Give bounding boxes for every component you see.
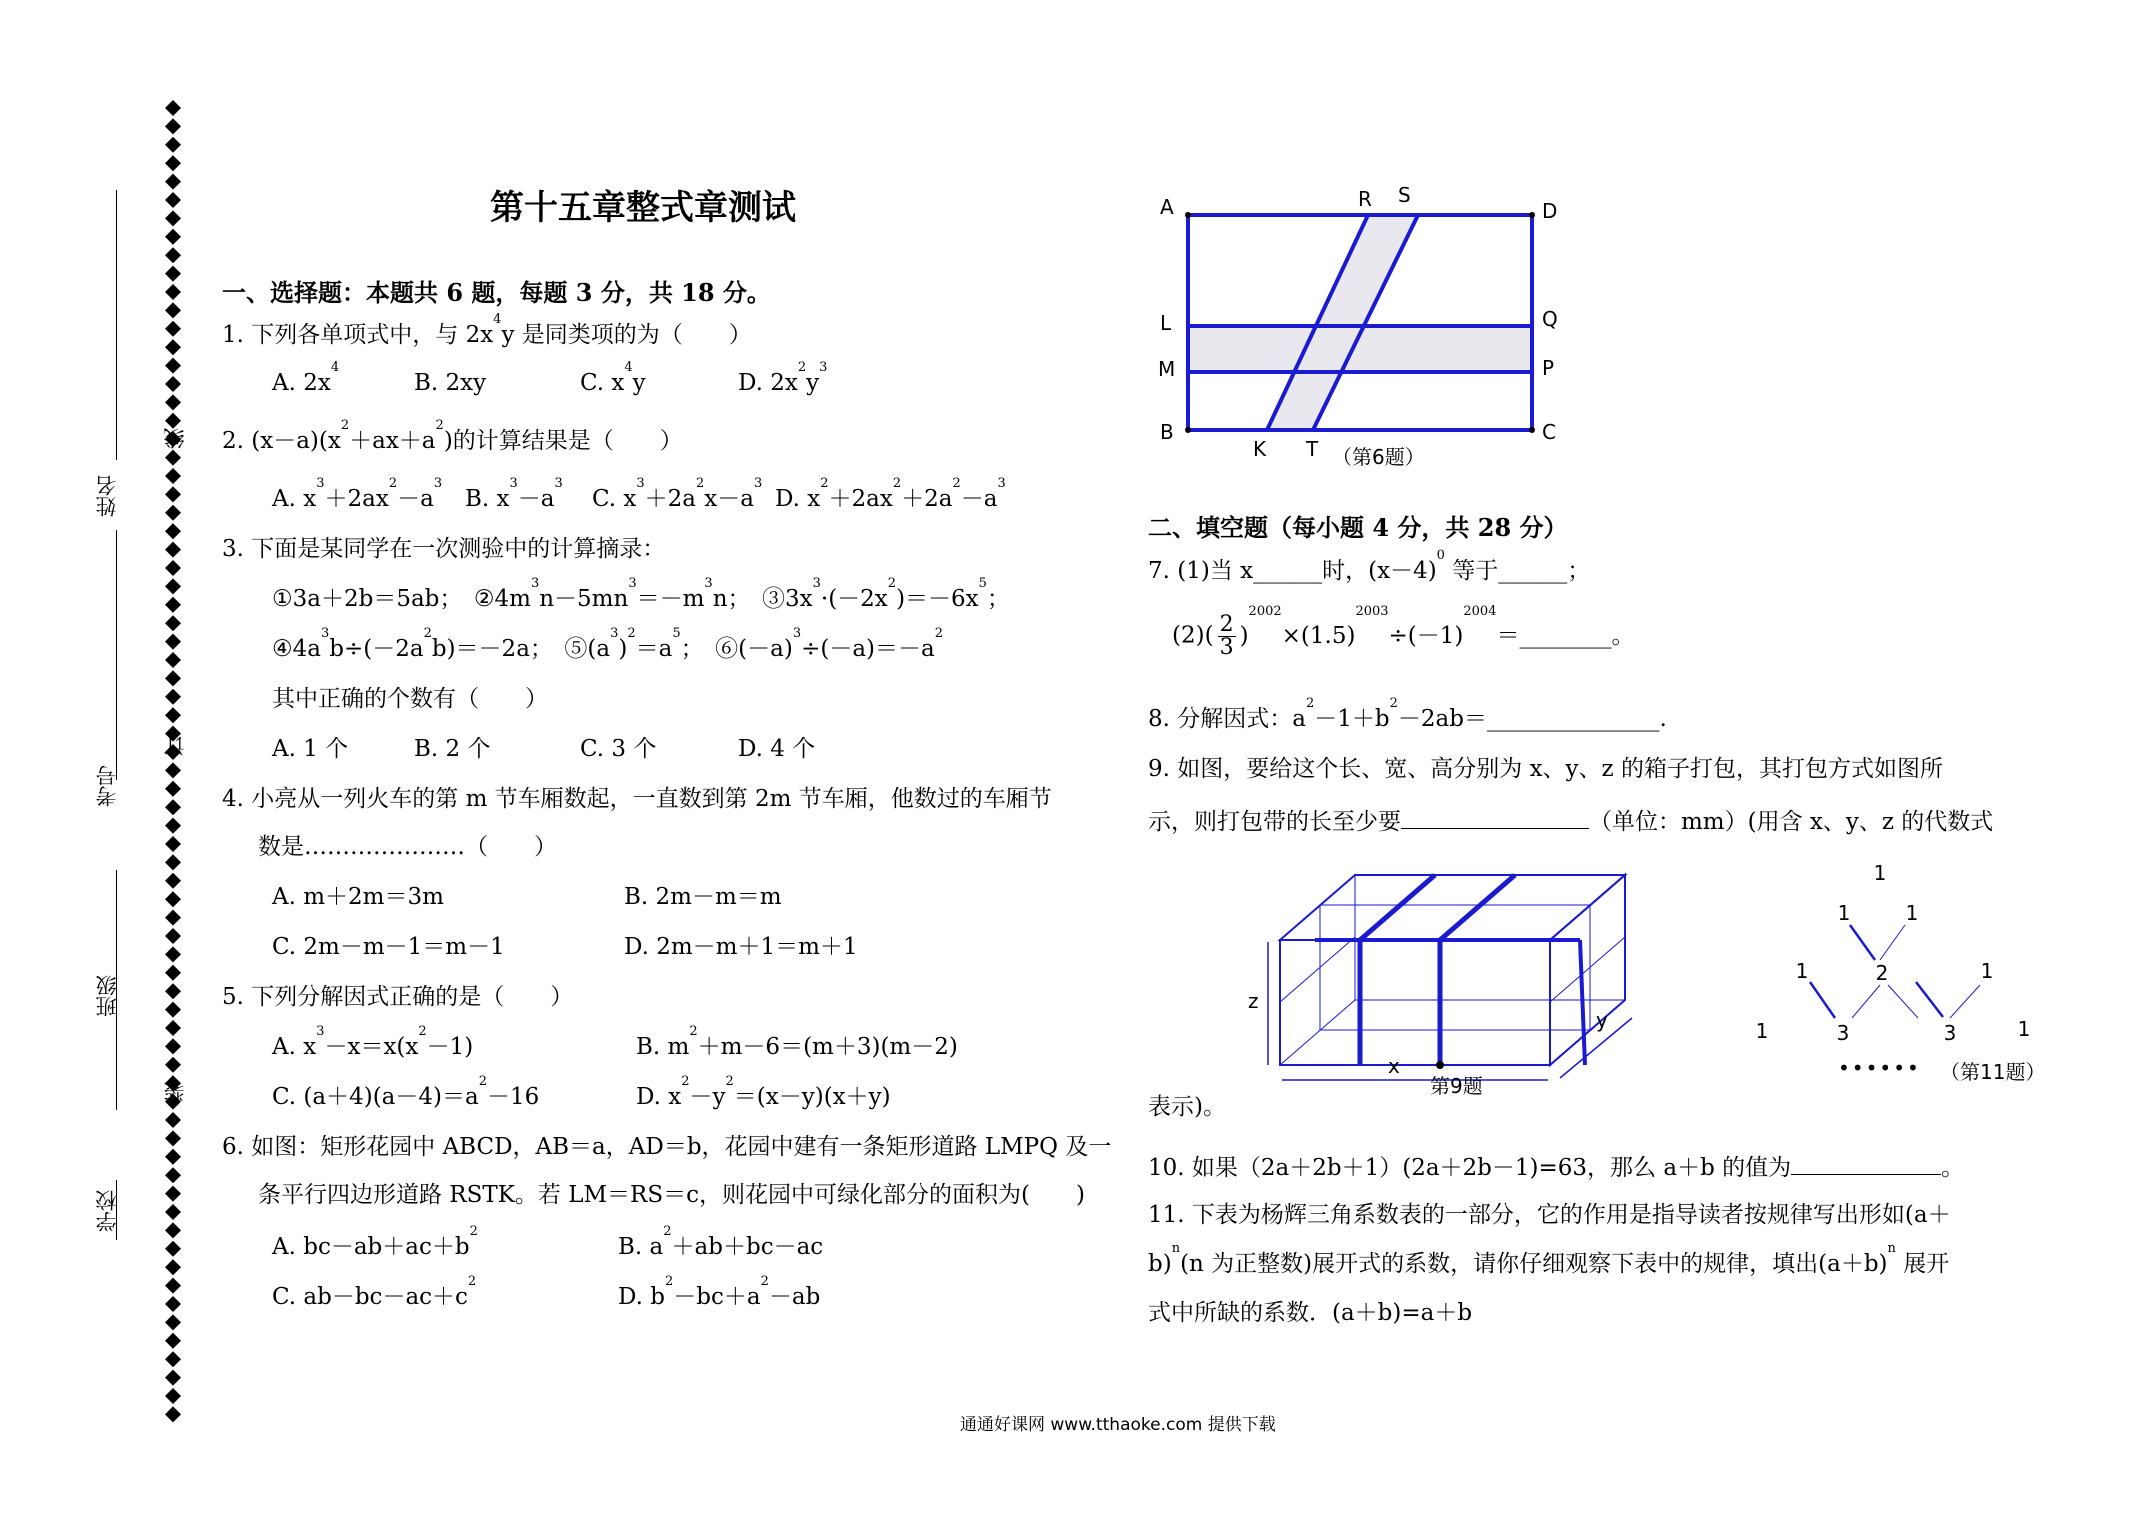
q11-line2: b)$^n$(n 为正整数)展开式的系数，请你仔细观察下表中的规律，填出$(a+b)^n$ 展开 bbox=[1148, 1241, 1950, 1277]
figure-6-caption: （第6题） bbox=[1332, 445, 1425, 469]
q4-option-D[interactable]: D. 2m－m＋1＝m＋1 bbox=[624, 934, 858, 960]
diamond-mark bbox=[165, 1038, 181, 1054]
diamond-mark bbox=[165, 983, 181, 999]
fraction-2-3: $\frac{2}{3}$ bbox=[1219, 612, 1234, 660]
label-z: z bbox=[1248, 989, 1259, 1013]
q1-stem: 1. 下列各单项式中，与 $2x^4y$ 是同类项的为（ ） bbox=[222, 312, 752, 348]
q3-line3: 其中正确的个数有（ ） bbox=[272, 686, 548, 712]
q6-option-A[interactable]: A. $bc-ab+ac+b^2$ bbox=[272, 1224, 478, 1260]
vertex-R: R bbox=[1358, 187, 1372, 211]
label-exam-no: 考号 bbox=[95, 765, 119, 807]
diamond-mark bbox=[165, 597, 181, 613]
diamond-mark bbox=[165, 1167, 181, 1183]
diamond-mark bbox=[165, 1020, 181, 1036]
figure-9-caption: 第9题 bbox=[1430, 1074, 1483, 1098]
q3-option-A[interactable]: A. 1 个 bbox=[272, 736, 349, 762]
diamond-mark bbox=[165, 873, 181, 889]
diamond-mark bbox=[165, 689, 181, 705]
diamond-mark bbox=[165, 542, 181, 558]
diamond-mark bbox=[165, 818, 181, 834]
q11-line1: 11. 下表为杨辉三角系数表的一部分，它的作用是指导读者按规律写出形如(a＋ bbox=[1148, 1202, 1951, 1228]
diamond-mark bbox=[165, 1278, 181, 1294]
q6-stem-line2: 条平行四边形道路 RSTK。若 LM＝RS＝c，则花园中可绿化部分的面积为( ) bbox=[258, 1182, 1085, 1208]
q2-option-A[interactable]: A. $x^3+2ax^2-a^3$ bbox=[272, 476, 443, 512]
q3-line1: ①3a＋2b＝5ab； $②4m^3n-5mn^3=-m^3n$； $③3x^3\cdot(-2x^2)=-6x^5$； bbox=[272, 576, 1010, 612]
diamond-mark bbox=[165, 413, 181, 429]
vertex-L: L bbox=[1160, 311, 1172, 335]
diamond-mark bbox=[165, 1204, 181, 1220]
yh-r2-2: 1 bbox=[1905, 901, 1919, 925]
vertex-D: D bbox=[1542, 199, 1558, 223]
diamond-mark bbox=[165, 965, 181, 981]
vertex-P: P bbox=[1542, 356, 1555, 380]
diamond-mark bbox=[165, 266, 181, 282]
diamond-mark bbox=[165, 1057, 181, 1073]
diamond-mark bbox=[165, 1112, 181, 1128]
diamond-mark bbox=[165, 1388, 181, 1404]
q5-option-A[interactable]: A. $x^3-x=x(x^2-1)$ bbox=[272, 1024, 474, 1060]
diamond-mark bbox=[165, 707, 181, 723]
q7-part2: (2)( $\frac{2}{3}$ )$^{2002}\times(1.5)^{2003}\div(-1)^{2004}=\_\_\_\_\_\_\_\_$。 bbox=[1172, 604, 1635, 660]
q4-option-B[interactable]: B. 2m－m＝m bbox=[624, 884, 782, 910]
diamond-mark bbox=[165, 891, 181, 907]
diamond-mark bbox=[165, 1314, 181, 1330]
diamond-mark bbox=[165, 1351, 181, 1367]
q6-option-C[interactable]: C. $ab-bc-ac+c^2$ bbox=[272, 1274, 477, 1310]
diamond-mark bbox=[165, 670, 181, 686]
binding-word-line: 线 bbox=[163, 428, 187, 449]
vertex-K: K bbox=[1253, 437, 1267, 461]
yh-r3-1: 1 bbox=[1795, 959, 1809, 983]
diamond-mark bbox=[165, 836, 181, 852]
q1-option-A[interactable]: A. $2x^4$ bbox=[272, 360, 340, 396]
diamond-mark bbox=[165, 468, 181, 484]
diamond-mark bbox=[165, 1406, 181, 1422]
diamond-mark bbox=[165, 799, 181, 815]
section2-heading: 二、填空题（每小题 4 分，共 28 分） bbox=[1148, 513, 1568, 542]
diamond-border bbox=[158, 100, 188, 1440]
q3-stem: 3. 下面是某同学在一次测验中的计算摘录： bbox=[222, 536, 666, 562]
q3-line2: $④4a^3b\div(-2a^2b)=-2a$； $⑤(a^3)^2=a^5$； $⑥(-a)^3\div(-a)=-a^2$ bbox=[272, 626, 944, 662]
vertex-S: S bbox=[1398, 183, 1411, 207]
yh-r4-3: 3 bbox=[1943, 1021, 1957, 1045]
diamond-mark bbox=[165, 358, 181, 374]
q2-option-C[interactable]: C. $x^3+2a^2x-a^3$ bbox=[592, 476, 763, 512]
figure-11 bbox=[1730, 860, 2046, 1090]
diamond-mark bbox=[165, 174, 181, 190]
diamond-mark bbox=[165, 1333, 181, 1349]
figure-9 bbox=[1240, 860, 1670, 1100]
diamond-mark bbox=[165, 1370, 181, 1386]
binding-word-staple: 订 bbox=[163, 735, 187, 756]
diamond-mark bbox=[165, 615, 181, 631]
q5-stem: 5. 下列分解因式正确的是（ ） bbox=[222, 984, 574, 1010]
diamond-mark bbox=[165, 560, 181, 576]
diamond-mark bbox=[165, 339, 181, 355]
yh-r3-2: 2 bbox=[1875, 961, 1889, 985]
q8: 8. 分解因式：$a^2-1+b^2-2ab=\_\_\_\_\_\_\_\_\_\_\_\_\_\_\_$. bbox=[1148, 696, 1667, 732]
q9-line3: 表示)。 bbox=[1148, 1094, 1226, 1120]
q4-stem-line2: 数是…………………（ ） bbox=[258, 834, 557, 860]
diamond-mark bbox=[165, 634, 181, 650]
exam-no-line bbox=[116, 530, 117, 780]
diamond-mark bbox=[165, 505, 181, 521]
label-class: 班级 bbox=[95, 975, 119, 1017]
diamond-mark bbox=[165, 192, 181, 208]
diamond-mark bbox=[165, 910, 181, 926]
section1-heading: 一、选择题：本题共 6 题，每题 3 分，共 18 分。 bbox=[222, 278, 771, 307]
diamond-mark bbox=[165, 137, 181, 153]
q7-part1: 7. (1)当 x______时，$(x-4)^0$ 等于______； bbox=[1148, 548, 1591, 584]
vertex-B: B bbox=[1160, 420, 1174, 444]
q1-option-D[interactable]: D. $2x^2y^3$ bbox=[738, 360, 828, 396]
figure-11-caption: （第11题） bbox=[1940, 1060, 2046, 1084]
q6-option-D[interactable]: D. $b^2-bc+a^2-ab$ bbox=[618, 1274, 821, 1310]
q1-option-C[interactable]: C. $x^4y$ bbox=[580, 360, 646, 396]
q3-option-D[interactable]: D. 4 个 bbox=[738, 736, 816, 762]
diamond-mark bbox=[165, 376, 181, 392]
q1-option-B[interactable]: B. 2xy bbox=[414, 370, 487, 396]
diamond-mark bbox=[165, 1222, 181, 1238]
diamond-mark bbox=[165, 578, 181, 594]
diamond-mark bbox=[165, 321, 181, 337]
footer-source: 通通好课网 www.tthaoke.com 提供下载 bbox=[960, 1415, 1276, 1435]
binding-word-bind: 装 bbox=[163, 1082, 187, 1103]
label-name: 姓名 bbox=[95, 475, 119, 517]
diamond-mark bbox=[165, 781, 181, 797]
q3-option-C[interactable]: C. 3 个 bbox=[580, 736, 657, 762]
yh-r4-1: 1 bbox=[1755, 1019, 1769, 1043]
diamond-mark bbox=[165, 450, 181, 466]
diamond-mark bbox=[165, 1241, 181, 1257]
diamond-mark bbox=[165, 652, 181, 668]
diamond-mark bbox=[165, 1002, 181, 1018]
vertex-A: A bbox=[1160, 195, 1174, 219]
diamond-mark bbox=[165, 762, 181, 778]
diamond-mark bbox=[165, 210, 181, 226]
diamond-mark bbox=[165, 284, 181, 300]
vertex-M: M bbox=[1158, 357, 1176, 381]
q4-stem: 4. 小亮从一列火车的第 m 节车厢数起，一直数到第 2m 节车厢，他数过的车厢节 bbox=[222, 786, 1052, 812]
diamond-mark bbox=[165, 155, 181, 171]
diamond-mark bbox=[165, 302, 181, 318]
yh-r4-2: 3 bbox=[1836, 1021, 1850, 1045]
diamond-mark bbox=[165, 1130, 181, 1146]
figure-6 bbox=[1150, 182, 1570, 482]
q9-line1: 9. 如图，要给这个长、宽、高分别为 x、y、z 的箱子打包，其打包方式如图所 bbox=[1148, 756, 1943, 782]
yh-r1-1: 1 bbox=[1873, 861, 1887, 885]
diamond-mark bbox=[165, 928, 181, 944]
q3-option-B[interactable]: B. 2 个 bbox=[414, 736, 491, 762]
diamond-mark bbox=[165, 854, 181, 870]
diamond-mark bbox=[165, 1149, 181, 1165]
q6-option-B[interactable]: B. $a^2+ab+bc-ac$ bbox=[618, 1224, 824, 1260]
label-x: x bbox=[1388, 1054, 1400, 1078]
q11-line3: 式中所缺的系数．(a＋b)=a＋b bbox=[1148, 1300, 1473, 1326]
q4-option-C[interactable]: C. 2m－m－1＝m－1 bbox=[272, 934, 505, 960]
q5-option-C[interactable]: C. $(a+4)(a-4)=a^2-16$ bbox=[272, 1074, 540, 1110]
q5-option-B[interactable]: B. $m^2+m-6=(m+3)(m-2)$ bbox=[636, 1024, 958, 1060]
diamond-mark bbox=[165, 1259, 181, 1275]
yh-r2-1: 1 bbox=[1837, 901, 1851, 925]
q10-answer-blank[interactable] bbox=[1791, 1152, 1941, 1175]
yh-r3-3: 1 bbox=[1980, 959, 1994, 983]
q2-option-B[interactable]: B. $x^3-a^3$ bbox=[465, 476, 563, 512]
diamond-mark bbox=[165, 100, 181, 116]
diamond-mark bbox=[165, 229, 181, 245]
q2-stem: 2. $(x-a)(x^2+ax+a^2)$的计算结果是（ ） bbox=[222, 418, 683, 454]
vertex-T: T bbox=[1306, 437, 1319, 461]
diamond-mark bbox=[165, 523, 181, 539]
yh-dots: •••••• bbox=[1838, 1056, 1921, 1080]
label-y: y bbox=[1596, 1008, 1608, 1032]
label-school: 学校 bbox=[95, 1190, 119, 1232]
name-line bbox=[116, 190, 117, 460]
q10: 10. 如果（2a＋2b＋1）(2a＋2b－1)=63，那么 a＋b 的值为 。 bbox=[1148, 1152, 1964, 1181]
page-title: 第十五章整式章测试 bbox=[490, 188, 796, 228]
diamond-mark bbox=[165, 486, 181, 502]
diamond-mark bbox=[165, 1186, 181, 1202]
q9-answer-blank[interactable] bbox=[1401, 806, 1589, 829]
q2-option-D[interactable]: D. $x^2+2ax^2+2a^2-a^3$ bbox=[775, 476, 1006, 512]
diamond-mark bbox=[165, 1296, 181, 1312]
yh-r4-4: 1 bbox=[2017, 1017, 2031, 1041]
diamond-mark bbox=[165, 118, 181, 134]
diamond-mark bbox=[165, 247, 181, 263]
q9-line2: 示，则打包带的长至少要 （单位：mm）(用含 x、y、z 的代数式 bbox=[1148, 806, 1993, 835]
q6-stem: 6. 如图：矩形花园中 ABCD，AB＝a，AD＝b，花园中建有一条矩形道路 LMPQ 及一 bbox=[222, 1134, 1112, 1160]
vertex-C: C bbox=[1542, 420, 1556, 444]
diamond-mark bbox=[165, 394, 181, 410]
vertex-Q: Q bbox=[1542, 307, 1558, 331]
q4-option-A[interactable]: A. m＋2m＝3m bbox=[272, 884, 444, 910]
diamond-mark bbox=[165, 946, 181, 962]
q5-option-D[interactable]: D. $x^2-y^2=(x-y)(x+y)$ bbox=[636, 1074, 891, 1110]
